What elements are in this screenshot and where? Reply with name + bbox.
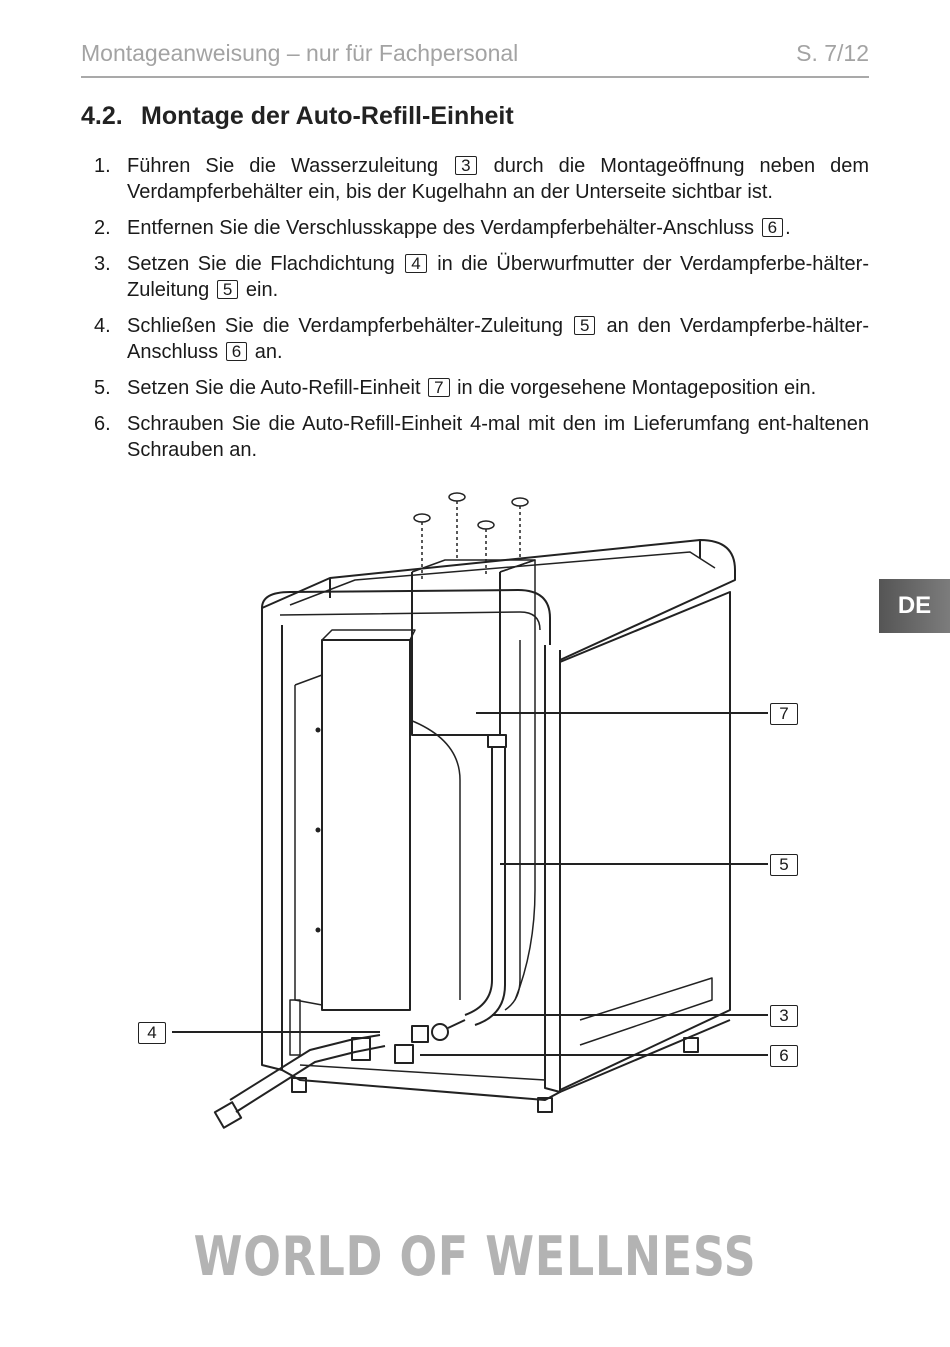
section-number: 4.2. bbox=[81, 102, 123, 130]
step-text: Schrauben Sie die Auto-Refill-Einheit 4-mal mit den im Lieferumfang ent-haltenen Schrauben an. bbox=[127, 413, 869, 461]
step-text: an. bbox=[254, 341, 283, 363]
step-text: Entfernen Sie die Verschlusskappe des Verdampferbehälter-Anschluss bbox=[127, 217, 755, 239]
section-title: Montage der Auto-Refill-Einheit bbox=[141, 102, 514, 130]
step-text: ein. bbox=[245, 279, 279, 301]
step-number: 5. bbox=[94, 377, 111, 399]
header-title: Montageanweisung – nur für Fachpersonal bbox=[81, 40, 519, 66]
reference-box: 5 bbox=[574, 316, 595, 335]
callout-5: 5 bbox=[770, 854, 798, 876]
step-number: 4. bbox=[94, 315, 111, 337]
step-text: Setzen Sie die Flachdichtung bbox=[127, 253, 395, 275]
callout-3: 3 bbox=[770, 1005, 798, 1027]
list-item bbox=[81, 313, 869, 365]
page-number: S. 7/12 bbox=[796, 40, 869, 66]
step-number: 1. bbox=[94, 155, 111, 177]
reference-box: 5 bbox=[217, 280, 238, 299]
callout-6: 6 bbox=[770, 1045, 798, 1067]
list-item bbox=[81, 375, 869, 401]
list-item bbox=[81, 215, 869, 241]
step-text: in die vorgesehene Montageposition ein. bbox=[457, 377, 817, 399]
step-number: 2. bbox=[94, 217, 111, 239]
assembly-illustration bbox=[0, 480, 950, 1160]
step-text: Schließen Sie die Verdampferbehälter-Zuleitung bbox=[127, 315, 564, 337]
reference-box: 6 bbox=[762, 218, 783, 237]
reference-box: 3 bbox=[455, 156, 476, 175]
step-text: Setzen Sie die Auto-Refill-Einheit bbox=[127, 377, 421, 399]
reference-box: 4 bbox=[405, 254, 426, 273]
reference-box: 6 bbox=[226, 342, 247, 361]
list-item bbox=[81, 411, 869, 463]
step-text: in die Überwurfmutter der Verdampferbe-hälter-Zuleitung bbox=[127, 253, 869, 301]
brand-logo: WORLD OF WELLNESS bbox=[193, 1225, 757, 1288]
callout-4: 4 bbox=[138, 1022, 166, 1044]
step-number: 6. bbox=[94, 413, 111, 435]
reference-box: 7 bbox=[428, 378, 449, 397]
step-text: Führen Sie die Wasserzuleitung bbox=[127, 155, 439, 177]
step-number: 3. bbox=[94, 253, 111, 275]
instruction-list bbox=[81, 153, 869, 473]
device-drawing bbox=[0, 480, 950, 1160]
section-heading bbox=[81, 102, 514, 131]
list-item bbox=[81, 251, 869, 303]
page-header bbox=[81, 38, 869, 78]
callout-7: 7 bbox=[770, 703, 798, 725]
list-item bbox=[81, 153, 869, 205]
step-text: . bbox=[785, 217, 791, 239]
step-text: durch die Montageöffnung neben dem Verdampferbehälter ein, bis der Kugelhahn an der Unterseite sichtbar ist. bbox=[127, 155, 870, 203]
step-text: an den Verdampferbe-hälter-Anschluss bbox=[127, 315, 869, 363]
language-tab: DE bbox=[879, 579, 950, 633]
